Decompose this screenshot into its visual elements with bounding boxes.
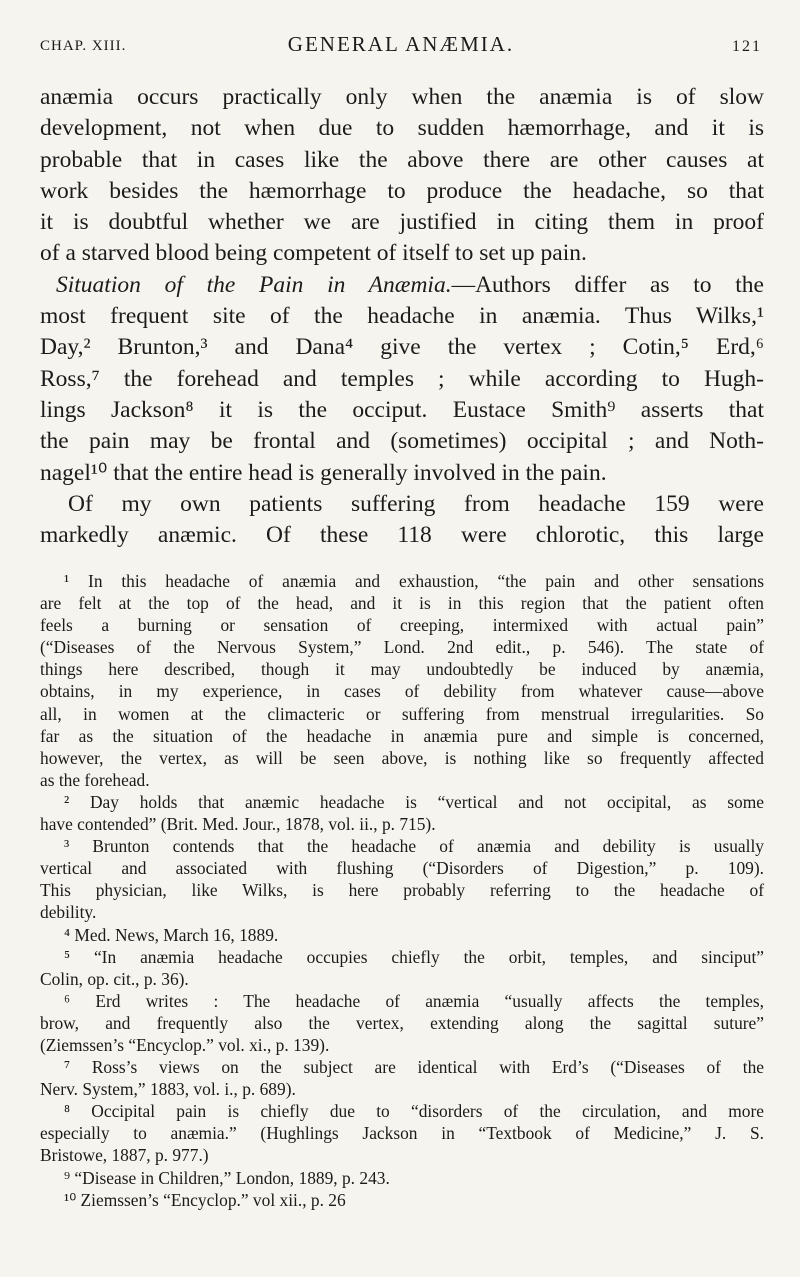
footnote-line: This physician, like Wilks, is here probably referring to the headache of	[40, 880, 764, 901]
main-text	[40, 82, 764, 551]
text-line: work besides the hæmorrhage to produce the headache, so that	[40, 177, 764, 204]
footnote-9	[40, 1167, 764, 1189]
section-heading: Situation of the Pain in Anæmia.	[56, 271, 452, 298]
footnote-line: all, in women at the climacteric or suffering from menstrual irregularities. So	[40, 703, 764, 724]
footnote-line: ¹⁰ Ziemssen’s “Encyclop.” vol xii., p. 26	[64, 1189, 346, 1210]
footnote-line: ⁴ Med. News, March 16, 1889.	[64, 924, 279, 945]
footnote-line: Colin, op. cit., p. 36).	[40, 968, 189, 989]
paragraph	[40, 489, 764, 552]
paragraph-continuation	[40, 82, 764, 270]
footnote-line: (Ziemssen’s “Encyclop.” vol. xi., p. 139).	[40, 1034, 330, 1055]
footnote-8	[40, 1100, 764, 1166]
text-line: lings Jackson⁸ it is the occiput. Eustace Smith⁹ asserts that	[40, 396, 764, 423]
section-paragraph	[40, 270, 764, 489]
footnote-line: especially to anæmia.” (Hughlings Jackson in “Textbook of Medicine,” J. S.	[40, 1123, 764, 1144]
footnote-line: far as the situation of the headache in anæmia pure and simple is concerned,	[40, 725, 764, 746]
footnote-line: obtains, in my experience, in cases of debility from whatever cause—above	[40, 681, 764, 702]
footnote-line: ² Day holds that anæmic headache is “vertical and not occipital, as some	[64, 791, 764, 812]
footnote-line: feels a burning or sensation of creeping, intermixed with actual pain”	[40, 615, 764, 636]
footnote-line: ⁸ Occipital pain is chiefly due to “disorders of the circulation, and more	[64, 1101, 764, 1122]
page-number: 121	[732, 38, 762, 55]
footnote-line: have contended” (Brit. Med. Jour., 1878, vol. ii., p. 715).	[40, 814, 436, 835]
footnote-1	[40, 570, 764, 791]
text-line: it is doubtful whether we are justified in citing them in proof	[40, 209, 764, 236]
text-line: nagel¹⁰ that the entire head is generally involved in the pain.	[40, 459, 607, 486]
chapter-label: CHAP. XIII.	[40, 38, 127, 54]
footnote-line: ⁵ “In anæmia headache occupies chiefly the orbit, temples, and sinciput”	[64, 946, 764, 967]
text-line: the pain may be frontal and (sometimes) occipital ; and Noth-	[40, 428, 764, 455]
footnote-line: things here described, though it may undoubtedly be induced by anæmia,	[40, 659, 764, 680]
footnote-line: brow, and frequently also the vertex, extending along the sagittal suture”	[40, 1012, 764, 1033]
footnote-line: ³ Brunton contends that the headache of anæmia and debility is usually	[64, 836, 764, 857]
footnote-line: are felt at the top of the head, and it is in this region that the patient often	[40, 593, 764, 614]
text-line: of a starved blood being competent of itself to set up pain.	[40, 240, 587, 267]
text-line: Ross,⁷ the forehead and temples ; while according to Hugh-	[40, 365, 764, 392]
footnote-line: Nerv. System,” 1883, vol. i., p. 689).	[40, 1079, 296, 1100]
footnote-3	[40, 835, 764, 923]
footnote-line: ⁷ Ross’s views on the subject are identical with Erd’s (“Diseases of the	[64, 1057, 764, 1078]
text-line: markedly anæmic. Of these 118 were chlorotic, this large	[40, 522, 764, 549]
running-header	[40, 32, 762, 62]
footnote-line: vertical and associated with flushing (“Disorders of Digestion,” p. 109).	[40, 858, 764, 879]
footnote-5	[40, 946, 764, 990]
footnote-line: as the forehead.	[40, 769, 150, 790]
footnote-2	[40, 791, 764, 835]
running-title: GENERAL ANÆMIA.	[287, 32, 515, 56]
text-line: most frequent site of the headache in anæmia. Thus Wilks,¹	[40, 303, 764, 330]
footnote-line: ⁶ Erd writes : The headache of anæmia “usually affects the temples,	[64, 990, 764, 1011]
footnote-line: ¹ In this headache of anæmia and exhaustion, “the pain and other sensations	[64, 571, 764, 591]
footnote-line: (“Diseases of the Nervous System,” Lond. 2nd edit., p. 546). The state of	[40, 637, 764, 658]
footnote-10	[40, 1189, 764, 1211]
footnote-line: however, the vertex, as will be seen above, is nothing like so frequently affected	[40, 747, 764, 768]
footnote-7	[40, 1056, 764, 1100]
text-line: Situation of the Pain in Anæmia.—Authors differ as to the	[56, 271, 764, 298]
footnote-line: ⁹ “Disease in Children,” London, 1889, p. 243.	[64, 1167, 390, 1188]
text-line: anæmia occurs practically only when the anæmia is of slow	[40, 84, 764, 110]
text-line: development, not when due to sudden hæmorrhage, and it is	[40, 115, 764, 142]
text-line: probable that in cases like the above there are other causes at	[40, 146, 764, 173]
text-line: Day,² Brunton,³ and Dana⁴ give the vertex ; Cotin,⁵ Erd,⁶	[40, 334, 764, 361]
footnote-line: Bristowe, 1887, p. 977.)	[40, 1145, 209, 1166]
footnote-4	[40, 924, 764, 946]
text-line: Of my own patients suffering from headache 159 were	[68, 490, 764, 517]
footnotes	[40, 570, 764, 1211]
footnote-6	[40, 990, 764, 1056]
footnote-line: debility.	[40, 902, 97, 923]
